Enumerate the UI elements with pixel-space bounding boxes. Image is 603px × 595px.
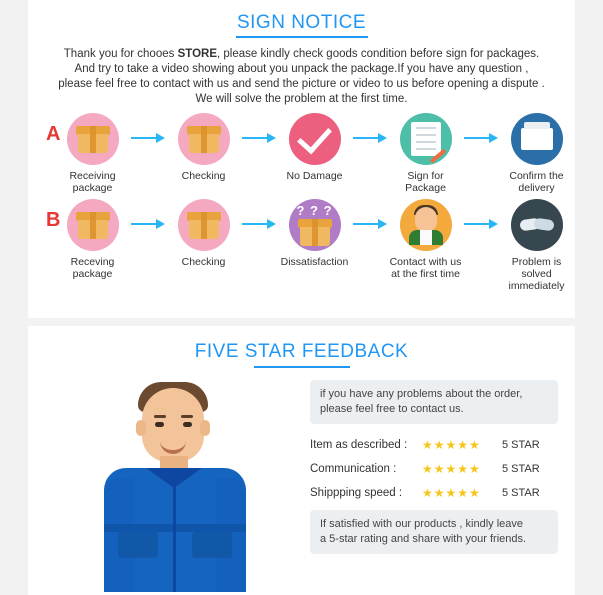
arrow-icon xyxy=(464,137,498,139)
package-box-icon xyxy=(67,199,119,251)
notice-line-1-pre: Thank you for chooes xyxy=(63,48,178,60)
rating-request-line2: a 5-star rating and share with your friends. xyxy=(320,533,527,545)
row-b-steps xyxy=(28,199,575,292)
rating-row-item-as-described xyxy=(310,438,558,452)
step-checking-b xyxy=(165,199,242,268)
star-rating-icon: ★★★★★ xyxy=(422,486,481,500)
checkmark-icon xyxy=(289,113,341,165)
step-label: Receving package xyxy=(70,256,115,280)
rating-label: Communication : xyxy=(310,463,397,475)
step-checking-a xyxy=(165,113,242,182)
step-problem-solved-b xyxy=(498,199,575,292)
step-label-line1: Problem is xyxy=(511,256,562,268)
sign-notice-text xyxy=(28,38,575,107)
rating-label: Shippping speed : xyxy=(310,487,403,499)
rating-label: Item as described : xyxy=(310,439,408,451)
rating-value: 5 STAR xyxy=(502,487,540,499)
flow-row-b xyxy=(28,199,575,292)
step-receiving-package-a xyxy=(54,113,131,194)
feedback-details xyxy=(310,380,558,554)
step-contact-us-b xyxy=(387,199,464,280)
arrow-icon xyxy=(242,223,276,225)
step-label: Confirm the delivery xyxy=(509,170,564,194)
sign-notice-title: SIGN NOTICE xyxy=(236,12,366,33)
step-label-line2: solved immediately xyxy=(508,268,565,292)
arrow-icon xyxy=(131,137,165,139)
flow-row-a xyxy=(28,113,575,193)
package-box-icon xyxy=(67,113,119,165)
star-rating-icon: ★★★★★ xyxy=(422,462,481,476)
step-confirm-delivery-a xyxy=(498,113,575,194)
feedback-title: FIVE STAR FEEDBACK xyxy=(194,341,409,362)
contact-note xyxy=(310,380,558,424)
worker-photo xyxy=(80,382,270,592)
rating-value: 5 STAR xyxy=(502,439,540,451)
row-b-letter: B xyxy=(46,209,61,231)
step-label: Receiving package xyxy=(69,170,116,194)
document-sign-icon xyxy=(400,113,452,165)
rating-value: 5 STAR xyxy=(502,463,540,475)
step-label: Dissatisfaction xyxy=(280,256,349,268)
package-check-icon xyxy=(178,113,230,165)
notice-line-3: please feel free to contact with us and send the picture or video to us before opening a dispute . xyxy=(58,78,545,90)
contact-note-line1: if you have any problems about the order, xyxy=(320,388,523,400)
rating-list xyxy=(310,438,558,500)
notice-line-4: We will solve the problem at the first time. xyxy=(195,93,408,105)
step-label-line2: at the first time xyxy=(391,268,460,280)
feedback-body xyxy=(28,368,575,588)
step-dissatisfaction-b xyxy=(276,199,353,268)
person-support-icon xyxy=(400,199,452,251)
step-label: No Damage xyxy=(286,170,343,182)
notice-line-1-post: , please kindly check goods condition before sign for packages. xyxy=(217,48,540,60)
step-receiving-package-b xyxy=(54,199,131,280)
contact-note-line2: please feel free to contact us. xyxy=(320,403,464,415)
rating-request-line1: If satisfied with our products , kindly leave xyxy=(320,518,523,530)
notice-line-1 xyxy=(50,47,553,62)
star-rating-icon: ★★★★★ xyxy=(422,438,481,452)
step-label: Checking xyxy=(181,170,226,182)
rating-row-communication xyxy=(310,462,558,476)
step-no-damage-a xyxy=(276,113,353,182)
feedback-panel xyxy=(28,326,575,595)
store-name: STORE xyxy=(177,48,217,60)
arrow-icon xyxy=(464,223,498,225)
package-check-icon xyxy=(178,199,230,251)
arrow-icon xyxy=(353,223,387,225)
step-label: Sign for Package xyxy=(405,170,446,194)
delivery-box-icon xyxy=(511,113,563,165)
question-box-icon: ? ? ? xyxy=(289,199,341,251)
arrow-icon xyxy=(131,223,165,225)
rating-row-shipping-speed xyxy=(310,486,558,500)
rating-request-note xyxy=(310,510,558,554)
row-a-letter: A xyxy=(46,123,61,145)
step-sign-package-a xyxy=(387,113,464,194)
handshake-icon xyxy=(511,199,563,251)
step-label: Checking xyxy=(181,256,226,268)
arrow-icon xyxy=(242,137,276,139)
notice-line-2: And try to take a video showing about you unpack the package.If you have any question , xyxy=(74,63,529,75)
sign-notice-panel xyxy=(28,0,575,318)
step-label-line1: Contact with us xyxy=(389,256,462,268)
row-a-steps xyxy=(28,113,575,194)
arrow-icon xyxy=(353,137,387,139)
